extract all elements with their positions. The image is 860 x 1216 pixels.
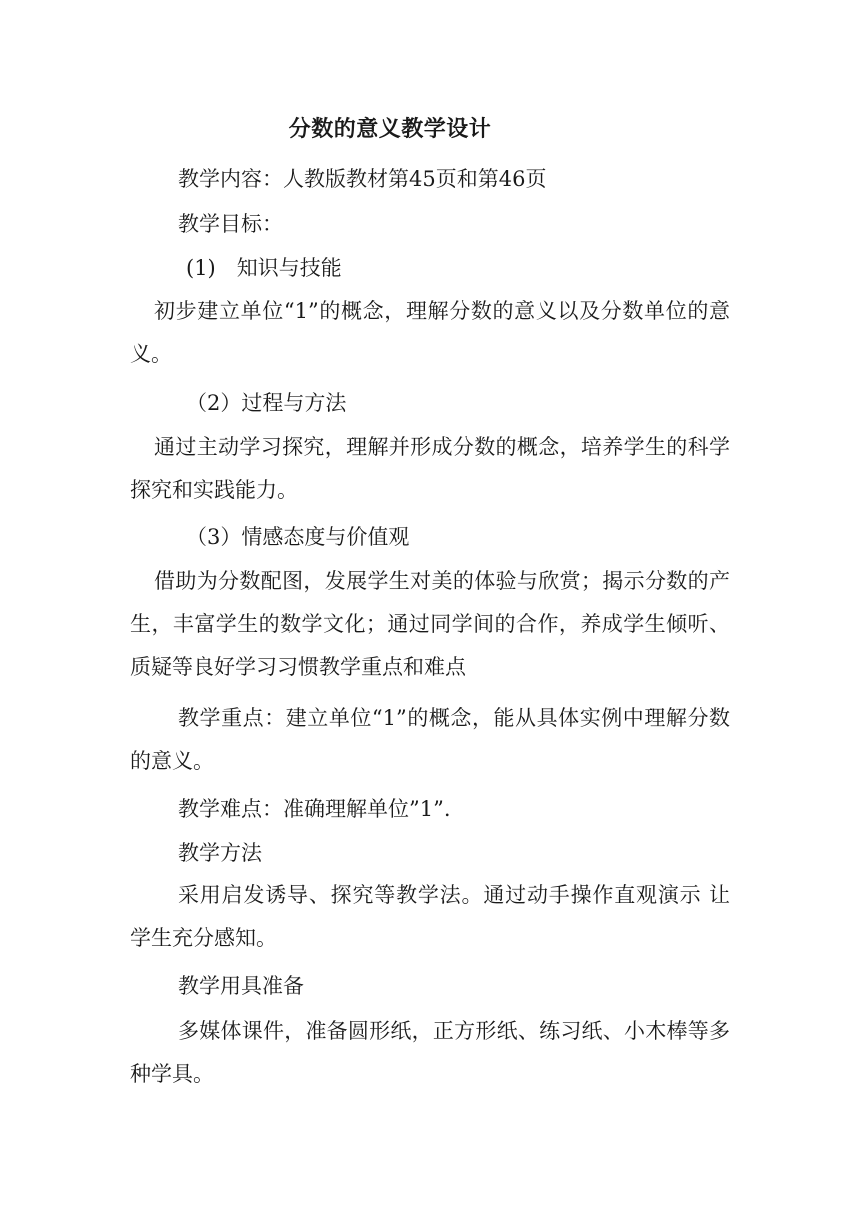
objective2-heading: （2）过程与方法 <box>186 391 347 415</box>
objective1-text: 初步建立单位“1”的概念，理解分数的意义以及分数单位的意义。 <box>130 299 730 366</box>
objective1-heading: (1) 知识与技能 <box>186 256 342 280</box>
tools-heading: 教学用具准备 <box>178 974 304 998</box>
document-title: 分数的意义教学设计 <box>288 117 492 142</box>
objectives-heading: 教学目标： <box>178 212 283 236</box>
objective2-text: 通过主动学习探究，理解并形成分数的概念，培养学生的科学探究和实践能力。 <box>130 435 730 502</box>
teaching-content-line: 教学内容：人教版教材第45页和第46页 <box>178 167 547 191</box>
method-heading: 教学方法 <box>178 841 262 865</box>
tools-text: 多媒体课件，准备圆形纸，正方形纸、练习纸、小木棒等多种学具。 <box>130 1019 730 1086</box>
objective3-heading: （3）情感态度与价值观 <box>186 525 410 549</box>
difficulty-text: 教学难点：准确理解单位”1”. <box>178 797 451 821</box>
method-text: 采用启发诱导、探究等教学法。通过动手操作直观演示 让学生充分感知。 <box>130 883 730 950</box>
key-point-text: 教学重点：建立单位“1”的概念，能从具体实例中理解分数的意义。 <box>130 706 730 773</box>
objective3-text: 借助为分数配图，发展学生对美的体验与欣赏；揭示分数的产生，丰富学生的数学文化；通过同学间的合作，养成学生倾听、质疑等良好学习习惯教学重点和难点 <box>130 569 730 679</box>
